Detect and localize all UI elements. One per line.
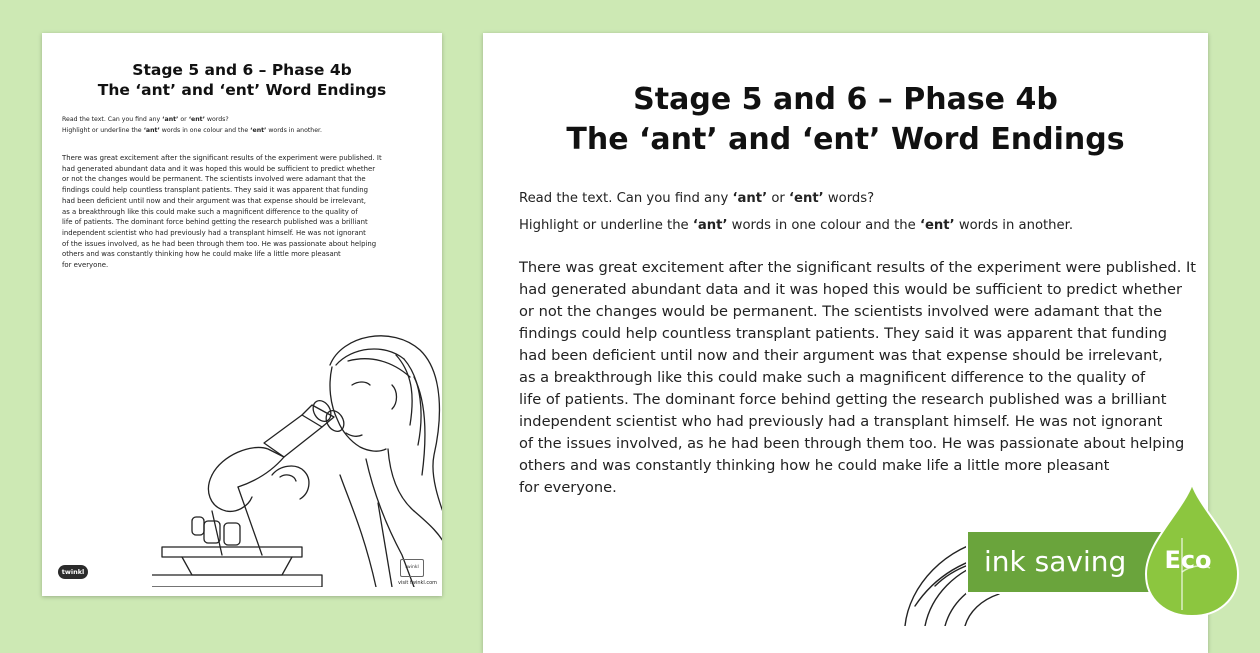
passage-line: There was great excitement after the significant results of the experiment were published. It: [519, 259, 1196, 276]
passage-line: as a breakthrough like this could make such a magnificent difference to the quality of: [519, 369, 1146, 386]
twinkl-badge: twinkl: [400, 559, 424, 577]
thumb-title: [42, 60, 442, 100]
passage-line: had been deficient until now and their argument was that expense should be irrelevant,: [519, 347, 1163, 364]
worksheet-thumbnail[interactable]: [42, 33, 442, 596]
thumb-passage-line: had been deficient until now and their argument was that expense should be irrelevant,: [62, 196, 366, 205]
passage-line: had generated abundant data and it was hoped this would be sufficient to predict whether: [519, 281, 1182, 298]
thumb-passage-line: or not the changes would be permanent. The scientists involved were adamant that the: [62, 175, 366, 184]
reading-passage: [519, 257, 1196, 499]
passage-line: or not the changes would be permanent. The scientists involved were adamant that the: [519, 303, 1163, 320]
thumb-passage-line: findings could help countless transplant patients. They said it was apparent that funding: [62, 186, 368, 195]
page-title-line1: Stage 5 and 6 – Phase 4b: [633, 82, 1058, 117]
page-title: [483, 80, 1208, 160]
twinkl-logo: twinkl: [58, 565, 88, 579]
ink-saving-text: ink saving: [984, 545, 1127, 578]
passage-line: independent scientist who had previously had a transplant himself. He was not ignorant: [519, 413, 1163, 430]
eco-label: Eco: [1164, 546, 1212, 574]
passage-line: of the issues involved, as he had been through them too. He was passionate about helping: [519, 435, 1185, 452]
thumb-passage-line: as a breakthrough like this could make such a magnificent difference to the quality of: [62, 207, 358, 216]
passage-line: for everyone.: [519, 479, 617, 496]
thumb-passage-line: others and was constantly thinking how he could make life a little more pleasant: [62, 250, 341, 259]
page-title-line2: The ‘ant’ and ‘ent’ Word Endings: [566, 122, 1125, 157]
thumb-passage-line: for everyone.: [62, 261, 109, 270]
thumb-instruction-2: Highlight or underline the ‘ant’ words in one colour and the ‘ent’ words in another.: [62, 126, 322, 134]
passage-line: life of patients. The dominant force behind getting the research published was a brilliant: [519, 391, 1167, 408]
thumb-instruction-1: Read the text. Can you find any ‘ant’ or ‘ent’ words?: [62, 116, 229, 123]
passage-line: findings could help countless transplant patients. They said it was apparent that funding: [519, 325, 1167, 342]
instruction-1: Read the text. Can you find any ‘ant’ or ‘ent’ words?: [519, 191, 875, 206]
visit-link-text: visit twinkl.com: [398, 580, 438, 586]
thumb-passage: [62, 153, 382, 271]
thumb-passage-line: life of patients. The dominant force behind getting the research published was a brilliant: [62, 218, 368, 227]
scientist-microscope-illustration: [152, 325, 442, 587]
thumb-passage-line: of the issues involved, as he had been through them too. He was passionate about helping: [62, 239, 377, 248]
instructions: [519, 185, 1073, 239]
thumb-title-line1: Stage 5 and 6 – Phase 4b: [132, 61, 352, 79]
thumb-passage-line: had generated abundant data and it was hoped this would be sufficient to predict whether: [62, 164, 376, 173]
thumb-title-line2: The ‘ant’ and ‘ent’ Word Endings: [97, 81, 387, 99]
passage-line: others and was constantly thinking how he could make life a little more pleasant: [519, 457, 1110, 474]
instruction-2: Highlight or underline the ‘ant’ words in one colour and the ‘ent’ words in another.: [519, 218, 1074, 233]
thumb-instructions: [62, 115, 322, 136]
thumb-passage-line: There was great excitement after the significant results of the experiment were published. It: [62, 154, 382, 162]
thumb-passage-line: independent scientist who had previously had a transplant himself. He was not ignorant: [62, 228, 366, 237]
